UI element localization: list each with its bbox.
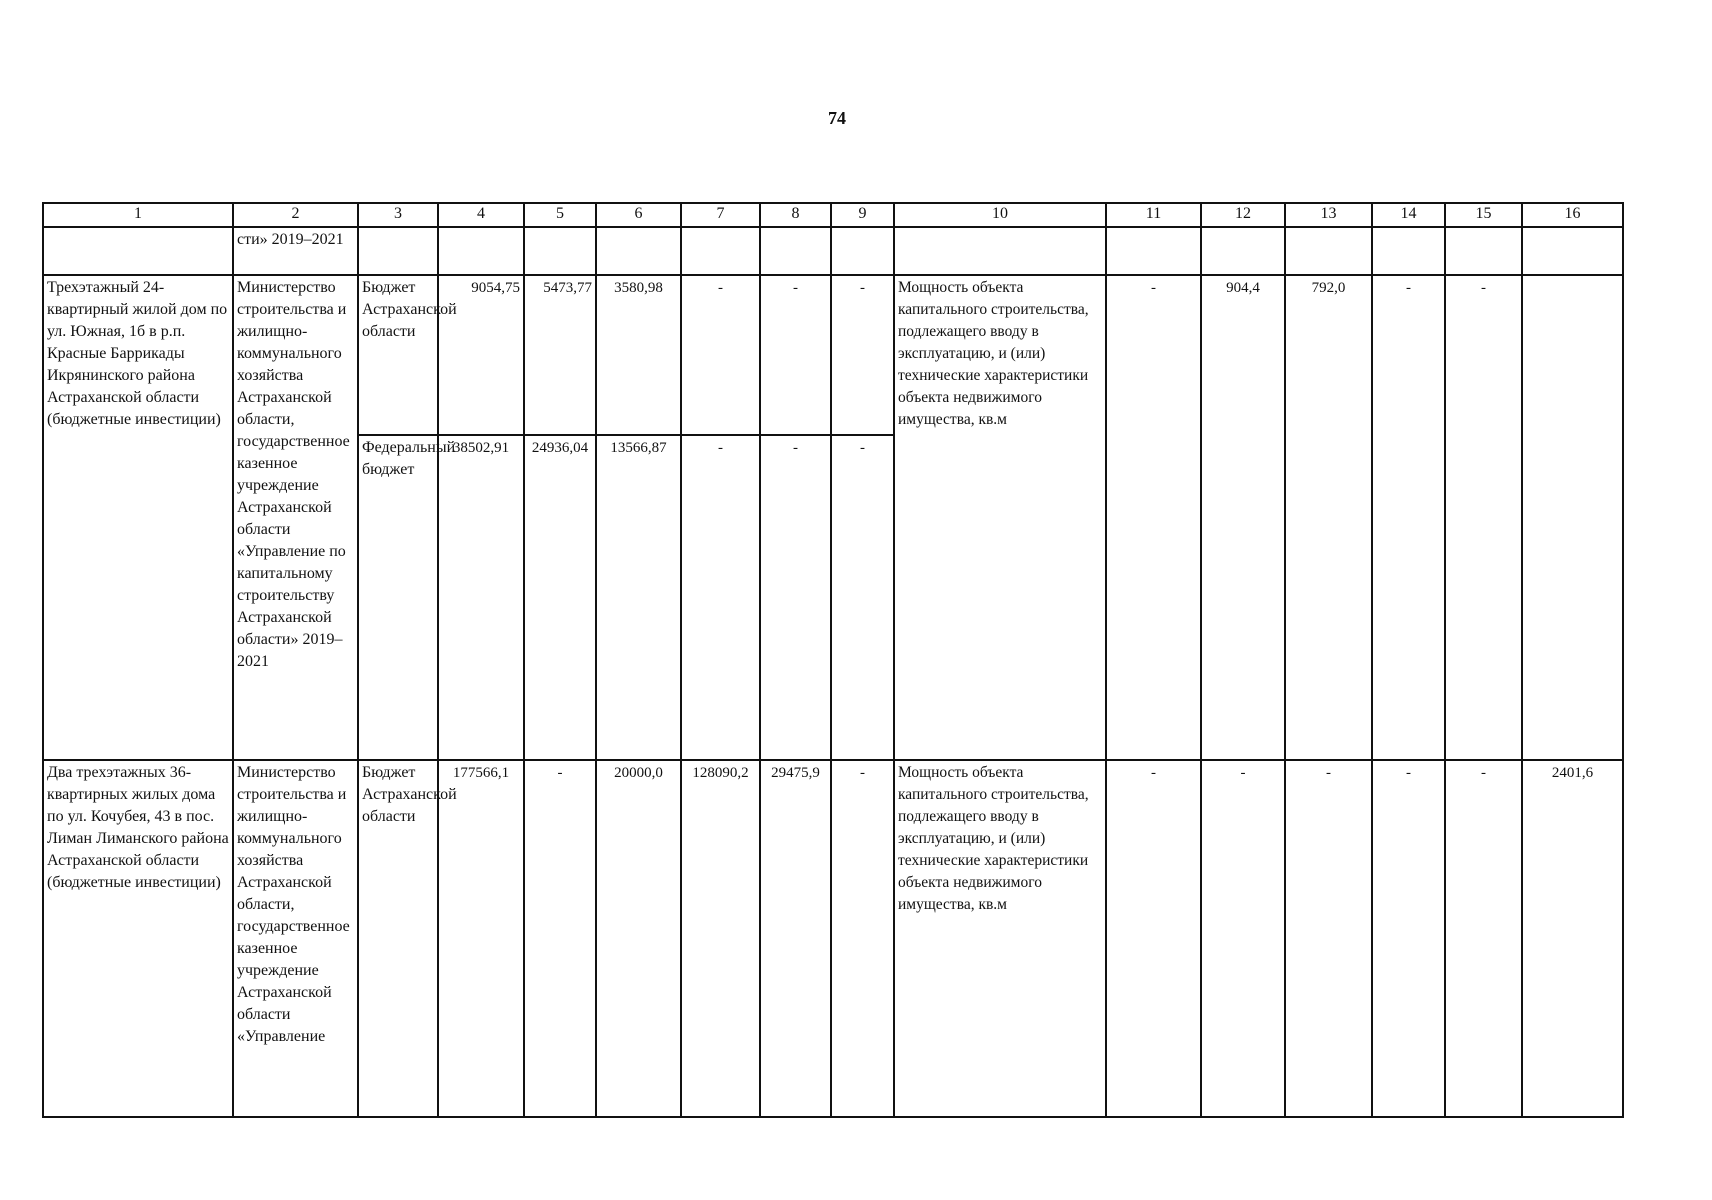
value-cell: 5473,77 xyxy=(524,275,596,435)
value-cell xyxy=(1522,275,1623,760)
table-cell xyxy=(358,227,438,275)
column-header: 8 xyxy=(760,203,831,227)
funding-source-cell: Бюджет Астраханской области xyxy=(358,275,438,435)
value-cell: - xyxy=(1106,760,1201,1117)
value-cell: - xyxy=(681,275,760,435)
value-cell: - xyxy=(831,435,894,760)
table-cell xyxy=(894,227,1106,275)
column-header: 7 xyxy=(681,203,760,227)
column-header: 10 xyxy=(894,203,1106,227)
column-header: 16 xyxy=(1522,203,1623,227)
table-row xyxy=(43,275,1623,435)
executor-cell: сти» 2019–2021 xyxy=(233,227,358,275)
column-header: 11 xyxy=(1106,203,1201,227)
column-header: 15 xyxy=(1445,203,1522,227)
value-cell: 3580,98 xyxy=(596,275,681,435)
table-cell xyxy=(596,227,681,275)
table-cell xyxy=(681,227,760,275)
value-cell: - xyxy=(1372,760,1445,1117)
column-header: 5 xyxy=(524,203,596,227)
table-cell xyxy=(43,227,233,275)
column-number-row xyxy=(43,203,1623,227)
column-header: 3 xyxy=(358,203,438,227)
executor-cell: Министерство строительства и жилищно-коммунального хозяйства Астраханской области, государственное казенное учреждение Астраханской области «Управление xyxy=(233,760,358,1117)
value-cell: - xyxy=(1445,275,1522,760)
value-cell: - xyxy=(831,275,894,435)
table-cell xyxy=(1285,227,1372,275)
table-cell xyxy=(1445,227,1522,275)
table-cell xyxy=(524,227,596,275)
value-cell: 2401,6 xyxy=(1522,760,1623,1117)
column-header: 1 xyxy=(43,203,233,227)
value-cell: 904,4 xyxy=(1201,275,1285,760)
table-row xyxy=(43,760,1623,1117)
value-cell: - xyxy=(1106,275,1201,760)
table-cell xyxy=(1106,227,1201,275)
column-header: 2 xyxy=(233,203,358,227)
value-cell: 792,0 xyxy=(1285,275,1372,760)
value-cell: - xyxy=(831,760,894,1117)
table-cell xyxy=(1522,227,1623,275)
column-header: 12 xyxy=(1201,203,1285,227)
value-cell: 177566,1 xyxy=(438,760,524,1117)
value-cell: 13566,87 xyxy=(596,435,681,760)
value-cell: - xyxy=(524,760,596,1117)
object-name-cell: Два трехэтажных 36-квартирных жилых дома по ул. Кочубея, 43 в пос. Лиман Лиманского района Астраханской области (бюджетные инвестиции) xyxy=(43,760,233,1117)
value-cell: - xyxy=(760,435,831,760)
table-cell xyxy=(1201,227,1285,275)
page-number: 74 xyxy=(828,108,846,128)
value-cell: - xyxy=(1372,275,1445,760)
table-cell xyxy=(438,227,524,275)
indicator-cell: Мощность объекта капитального строительства, подлежащего вводу в эксплуатацию, и (или) технические характеристики объекта недвижимого имущества, кв.м xyxy=(894,275,1106,760)
funding-source-cell: Бюджет Астраханской области xyxy=(358,760,438,1117)
indicator-cell: Мощность объекта капитального строительства, подлежащего вводу в эксплуатацию, и (или) технические характеристики объекта недвижимого имущества, кв.м xyxy=(894,760,1106,1117)
column-header: 4 xyxy=(438,203,524,227)
table-cell xyxy=(1372,227,1445,275)
value-cell: 24936,04 xyxy=(524,435,596,760)
column-header: 14 xyxy=(1372,203,1445,227)
value-cell: 29475,9 xyxy=(760,760,831,1117)
object-name-cell: Трехэтажный 24-квартирный жилой дом по ул. Южная, 1б в р.п. Красные Баррикады Икрянинского района Астраханской области (бюджетные инвестиции) xyxy=(43,275,233,760)
continuation-row xyxy=(43,227,1623,275)
value-cell: - xyxy=(1201,760,1285,1117)
value-cell: 9054,75 xyxy=(438,275,524,435)
table-cell xyxy=(760,227,831,275)
column-header: 9 xyxy=(831,203,894,227)
value-cell: - xyxy=(681,435,760,760)
column-header: 6 xyxy=(596,203,681,227)
value-cell: 38502,91 xyxy=(438,435,524,760)
executor-cell: Министерство строительства и жилищно-коммунального хозяйства Астраханской области, государственное казенное учреждение Астраханской области «Управление по капитальному строительству Астраханской области» 2019–2021 xyxy=(233,275,358,760)
value-cell: - xyxy=(1285,760,1372,1117)
value-cell: - xyxy=(1445,760,1522,1117)
budget-table xyxy=(42,202,1624,1118)
value-cell: 128090,2 xyxy=(681,760,760,1117)
table-cell xyxy=(831,227,894,275)
column-header: 13 xyxy=(1285,203,1372,227)
funding-source-cell: Федеральный бюджет xyxy=(358,435,438,760)
value-cell: 20000,0 xyxy=(596,760,681,1117)
value-cell: - xyxy=(760,275,831,435)
